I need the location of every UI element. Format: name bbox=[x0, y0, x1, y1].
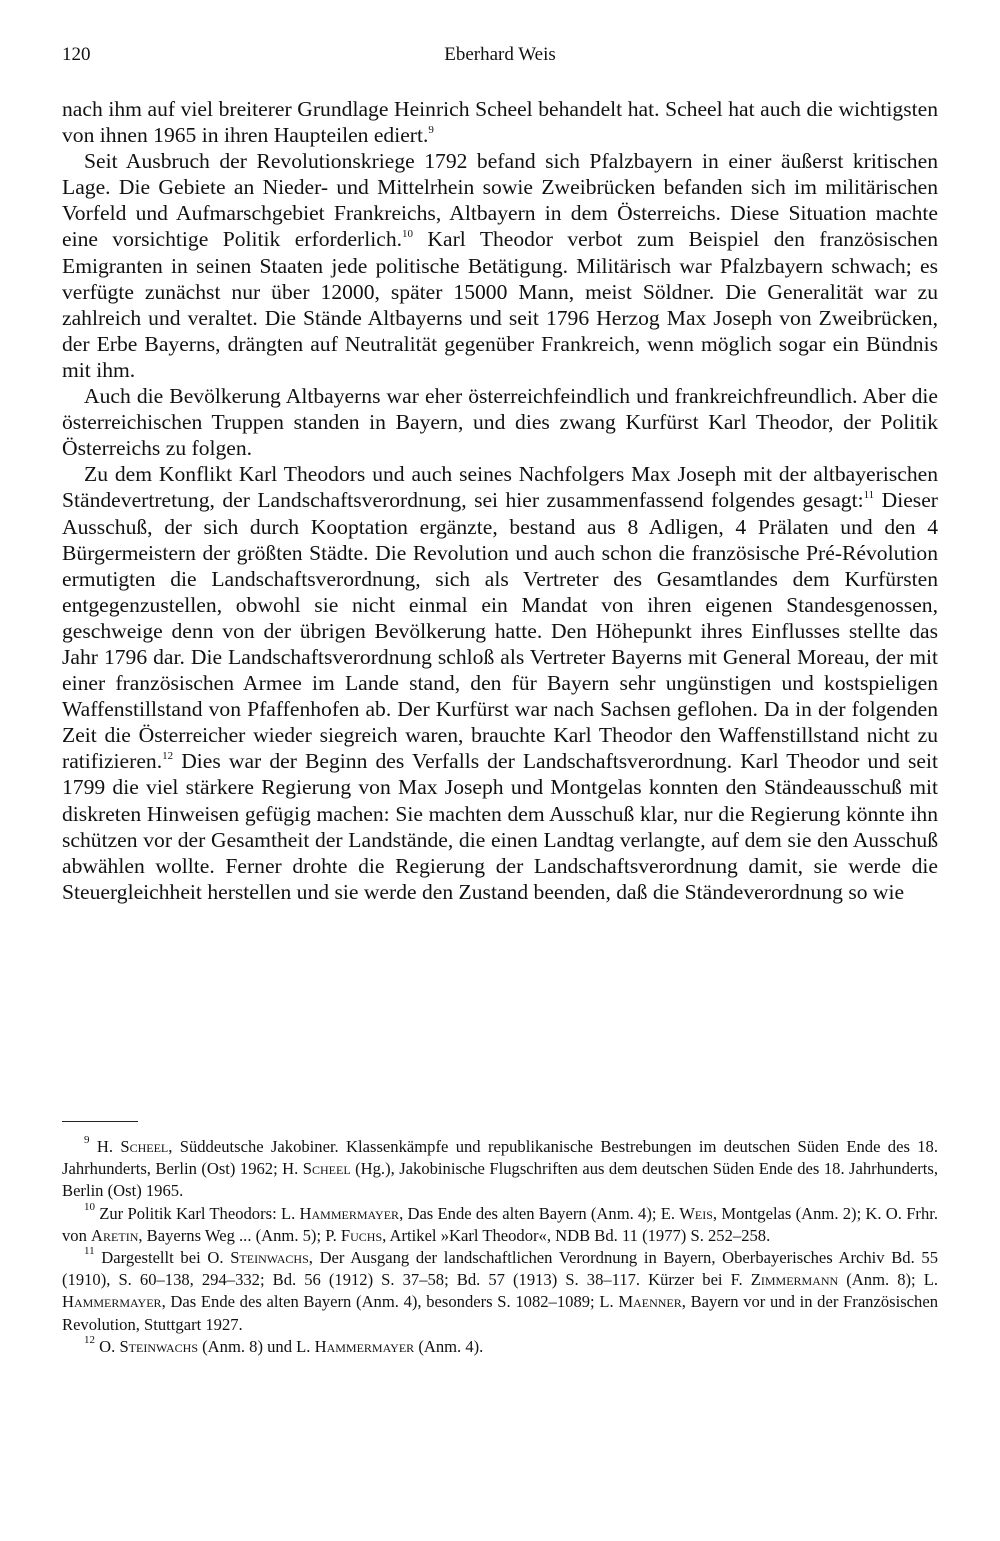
text-run: Dies war der Beginn des Verfalls der Landschaftsverordnung. Karl Theodor und seit 1799 die viel stärkere Regierung von Max Joseph und Montgelas konnten den Ständeausschuß mit diskreten Hinweisen gefügig machen: Sie machten dem Ausschuß klar, nur die Regierung könnte ihn schützen vor der Gesamtheit der Landstände, die einen Landtag verlangte, auf dem sie den Ausschuß abwählen wollte. Ferner drohte die Regierung der Landschaftsverordnung damit, sie werde die Steuergleichheit herstellen und sie werde den Zustand beenden, daß die Ständeverordnung so wie bbox=[62, 749, 938, 904]
text-run: , Montgelas (Anm. 2); K. O. Frhr. von bbox=[62, 1203, 939, 1245]
author-name: Zimmermann bbox=[750, 1270, 839, 1290]
author-name: Maenner bbox=[618, 1292, 682, 1312]
footnote-reference: 9 bbox=[84, 1134, 90, 1146]
body-paragraph-3 bbox=[62, 383, 938, 461]
footnote-reference: 11 bbox=[863, 489, 875, 502]
text-run: Dieser Ausschuß, der sich durch Kooptation ergänzte, bestand aus 8 Adligen, 4 Prälaten und den 4 Bürgermeistern der größten Städte. Die Revolution und auch schon die französische Pré-Révolution ermutigten die Landschaftsverordnung, sich als Vertreter des Gesamtlandes dem Kurfürsten entgegenzustellen, obwohl sie nicht einmal ein Mandat von ihren eigenen Standesgenossen, geschweige denn von der übrigen Bevölkerung hatte. Den Höhepunkt ihres Einflusses stellte das Jahr 1796 dar. Die Landschaftsverordnung schloß als Vertreter Bayerns mit General Moreau, der mit einer französischen Armee im Lande stand, den für Bayern sehr ungünstigen und kostspieligen Waffenstillstand von Pfaffenhofen ab. Der Kurfürst war nach Sachsen geflohen. Da in der folgenden Zeit die Österreicher wieder siegreich waren, brauchte Karl Theodor den Waffenstillstand nicht zu ratifizieren. bbox=[62, 488, 938, 774]
footnote-4 bbox=[62, 1333, 938, 1358]
footnote-reference: 10 bbox=[84, 1200, 95, 1213]
author-name: Fuchs bbox=[340, 1225, 383, 1245]
footnote-reference: 12 bbox=[162, 750, 174, 763]
author-name: Hammermayer bbox=[299, 1203, 400, 1223]
running-head bbox=[62, 44, 938, 74]
text-run: nach ihm auf viel breiterer Grundlage Heinrich Scheel behandelt hat. Scheel hat auch die wichtigsten von ihnen 1965 in ihren Haupteilen ediert. bbox=[62, 97, 938, 148]
text-run: O. bbox=[95, 1336, 120, 1356]
footnote-1 bbox=[62, 1136, 938, 1203]
footnote-2 bbox=[62, 1200, 939, 1247]
text-run: , Süddeutsche Jakobiner. Klassenkämpfe und republikanische Bestrebungen im deutschen Süden Ende des 18. Jahrhunderts, Berlin (Ost) 1962; H. bbox=[62, 1137, 938, 1179]
author-name: Scheel bbox=[120, 1137, 169, 1156]
author-name: Hammermayer bbox=[62, 1292, 162, 1312]
text-run: , Das Ende des alten Bayern (Anm. 4), besonders S. 1082–1089; L. bbox=[161, 1292, 619, 1312]
body-text bbox=[62, 96, 938, 905]
footnote-rule bbox=[62, 1121, 138, 1122]
text-run: , Artikel »Karl Theodor«, NDB Bd. 11 (1977) S. 252–258. bbox=[382, 1225, 771, 1245]
footnotes bbox=[62, 1136, 938, 1358]
text-run: Zur Politik Karl Theodors: L. bbox=[95, 1203, 300, 1223]
text-run: Karl Theodor verbot zum Beispiel den französischen Emigranten in seinen Staaten jede politische Betätigung. Militärisch war Pfalzbayern schwach; es verfügte zunächst nur über 12000, später 15000 Mann, meist Söldner. Die Generalität war zu zahlreich und veraltet. Die Stände Altbayerns und seit 1796 Herzog Max Joseph von Zweibrücken, der Erbe Bayerns, drängten auf Neutralität gegenüber Frankreich, wenn möglich sogar ein Bündnis mit ihm. bbox=[62, 227, 938, 382]
footnote-reference: 9 bbox=[428, 124, 434, 137]
footnote-3 bbox=[62, 1247, 938, 1336]
text-run: , Bayerns Weg ... (Anm. 5); P. bbox=[138, 1225, 341, 1245]
running-title: Eberhard Weis bbox=[444, 44, 556, 65]
text-run: (Anm. 8); L. bbox=[838, 1270, 938, 1290]
text-run: (Anm. 4). bbox=[414, 1336, 484, 1356]
footnote-reference: 11 bbox=[84, 1245, 95, 1258]
body-paragraph-1 bbox=[62, 96, 938, 148]
author-name: Scheel bbox=[302, 1159, 351, 1179]
footnote-reference: 10 bbox=[402, 228, 414, 241]
page-number: 120 bbox=[62, 44, 91, 65]
author-name: Steinwachs bbox=[119, 1336, 198, 1356]
footnote-reference: 12 bbox=[84, 1333, 95, 1346]
text-run: , Das Ende des alten Bayern (Anm. 4); E. bbox=[399, 1203, 680, 1223]
text-run: , Bayern vor und in der Französischen Revolution, Stuttgart 1927. bbox=[62, 1292, 938, 1334]
text-run: Auch die Bevölkerung Altbayerns war eher österreichfeindlich und frankreichfreundlich. Aber die österreichischen Truppen standen in Bayern, und dies zwang Kurfürst Karl Theodor, der Politik Österreichs zu folgen. bbox=[62, 384, 938, 461]
text-run: (Hg.), Jakobinische Flugschriften aus dem deutschen Süden Ende des 18. Jahrhunderts, Berlin (Ost) 1965. bbox=[62, 1159, 938, 1201]
author-name: Aretin bbox=[91, 1225, 139, 1245]
text-run: Dargestellt bei O. bbox=[94, 1248, 231, 1268]
body-paragraph-2 bbox=[62, 148, 938, 383]
text-run: , Der Ausgang der landschaftlichen Verordnung in Bayern, Oberbayerisches Archiv Bd. 55 (1910), S. 60–138, 294–332; Bd. 56 (1912) S. 37–58; Bd. 57 (1913) S. 38–117. Kürzer bei F. bbox=[62, 1248, 939, 1290]
text-run: Zu dem Konflikt Karl Theodors und auch seines Nachfolgers Max Joseph mit der altbayerischen Ständevertretung, der Landschaftsverordnung, sei hier zusammenfassend folgendes gesagt: bbox=[62, 462, 938, 513]
text-run: Seit Ausbruch der Revolutionskriege 1792 befand sich Pfalzbayern in einer äußerst kritischen Lage. Die Gebiete an Nieder- und Mittelrhein sowie Zweibrücken befanden sich im militärischen Vorfeld und Aufmarschgebiet Frankreichs, Altbayern in dem Österreichs. Diese Situation machte eine vorsichtige Politik erforderlich. bbox=[62, 149, 938, 252]
text-run: (Anm. 8) und L. bbox=[198, 1336, 315, 1356]
author-name: Hammermayer bbox=[314, 1336, 415, 1356]
author-name: Weis bbox=[679, 1203, 713, 1223]
text-run: H. bbox=[89, 1137, 121, 1156]
body-paragraph-4 bbox=[62, 461, 938, 905]
author-name: Steinwachs bbox=[230, 1248, 309, 1268]
